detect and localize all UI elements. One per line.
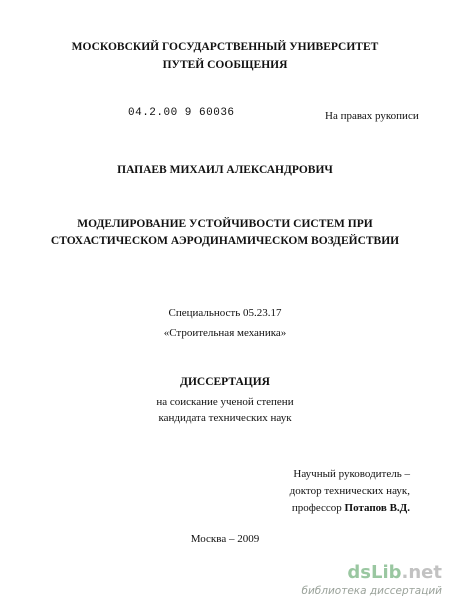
degree-line-1: на соискание ученой степени <box>156 396 294 408</box>
archive-stamp: 04.2.00 9 60036 <box>128 107 235 119</box>
advisor-role: Научный руководитель – <box>293 468 410 480</box>
specialty-name: «Строительная механика» <box>163 327 287 339</box>
watermark-brand <box>300 562 442 584</box>
thesis-title-line-1: МОДЕЛИРОВАНИЕ УСТОЙЧИВОСТИ СИСТЕМ ПРИ <box>77 218 373 230</box>
university-line-2: ПУТЕЙ СООБЩЕНИЯ <box>162 59 288 71</box>
advisor-title-prefix: профессор <box>291 502 342 514</box>
university-name <box>0 38 450 74</box>
watermark-tagline: библиотека диссертаций <box>301 585 442 597</box>
place-year: Москва – 2009 <box>190 533 260 545</box>
watermark <box>300 562 442 598</box>
thesis-title <box>0 216 450 250</box>
author-name: ПАПАЕВ МИХАИЛ АЛЕКСАНДРОВИЧ <box>117 164 333 176</box>
rights-note: На правах рукописи <box>325 110 419 122</box>
thesis-title-line-2: СТОХАСТИЧЕСКОМ АЭРОДИНАМИЧЕСКОМ ВОЗДЕЙСТВИИ <box>50 235 400 247</box>
advisor-name: Потапов В.Д. <box>344 502 410 514</box>
degree-line-2: кандидата технических наук <box>158 412 292 424</box>
watermark-brand-b: .net <box>401 562 442 583</box>
specialty-block <box>0 303 450 343</box>
advisor-degree: доктор технических наук, <box>289 485 410 497</box>
specialty-code: Специальность 05.23.17 <box>168 307 282 319</box>
dissertation-label: ДИССЕРТАЦИЯ <box>180 376 270 388</box>
advisor-title-line <box>250 500 410 517</box>
advisor-block <box>250 466 410 517</box>
university-line-1: МОСКОВСКИЙ ГОСУДАРСТВЕННЫЙ УНИВЕРСИТЕТ <box>71 41 379 53</box>
degree-block <box>0 394 450 426</box>
watermark-brand-a: dsLib <box>347 562 402 583</box>
